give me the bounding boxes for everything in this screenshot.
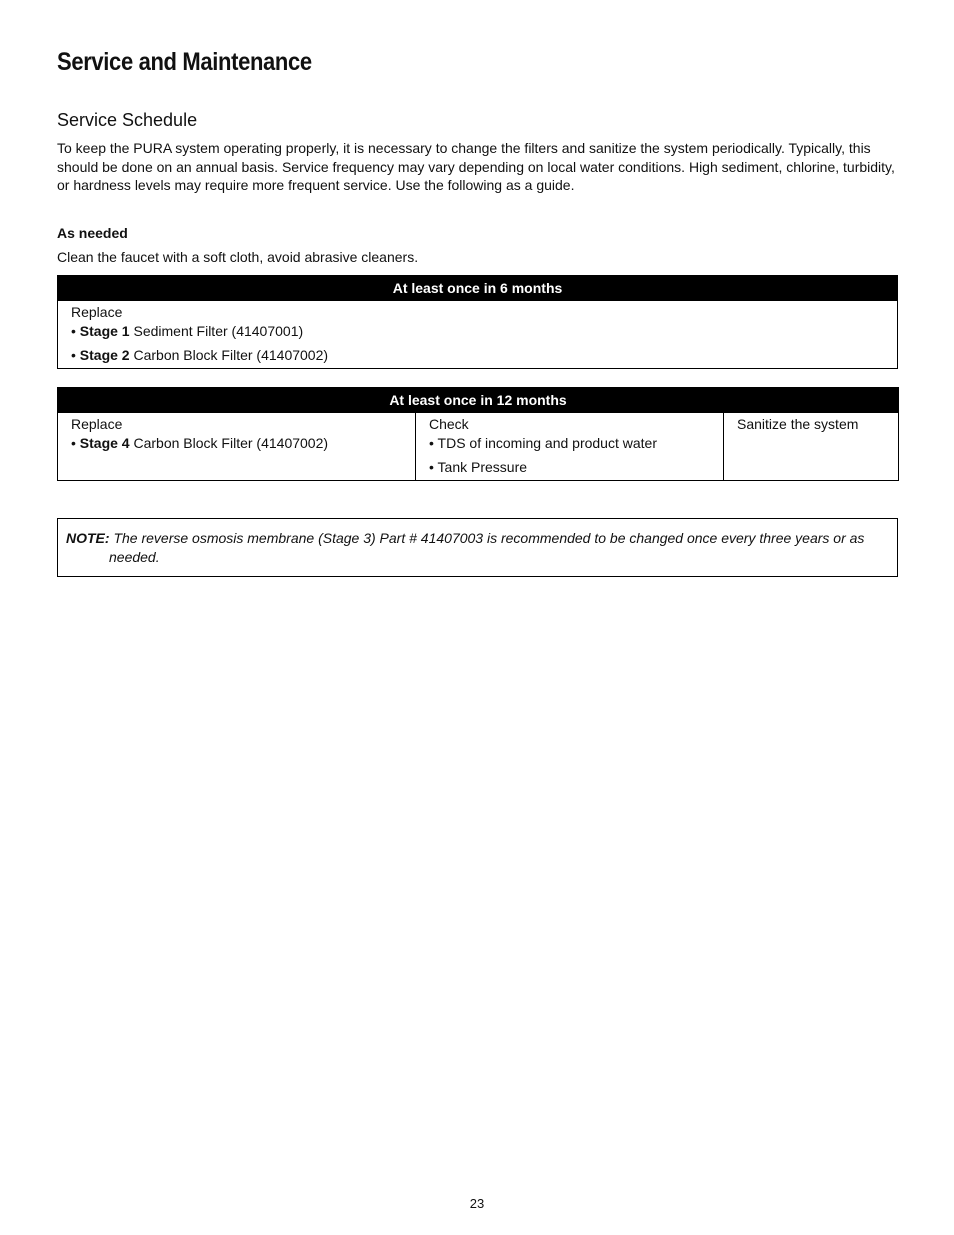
replace-label: Replace bbox=[71, 304, 123, 320]
section-heading-service-schedule: Service Schedule bbox=[57, 110, 198, 130]
sanitize-text: Sanitize the system bbox=[737, 416, 859, 432]
table-row bbox=[58, 413, 899, 481]
table-header-row bbox=[58, 276, 898, 301]
filter-text: Carbon Block Filter (41407002) bbox=[129, 435, 329, 451]
stage-label: Stage 4 bbox=[79, 435, 130, 451]
bullet: • bbox=[71, 435, 76, 451]
replace-label: Replace bbox=[71, 416, 123, 432]
as-needed-heading: As needed bbox=[57, 225, 128, 241]
note-box bbox=[57, 518, 898, 577]
twelve-month-check-cell bbox=[416, 413, 724, 481]
table-header-row bbox=[58, 388, 899, 413]
six-month-schedule-table bbox=[57, 275, 898, 369]
note-body: The reverse osmosis membrane (Stage 3) Part # 41407003 is recommended to be changed once every three years or as needed. bbox=[109, 530, 865, 565]
filter-text: Carbon Block Filter (41407002) bbox=[129, 347, 329, 363]
stage-label: Stage 2 bbox=[79, 347, 130, 363]
list-item bbox=[71, 346, 889, 365]
list-item: • TDS of incoming and product water bbox=[429, 435, 657, 451]
intro-paragraph: To keep the PURA system operating properly, it is necessary to change the filters and sanitize the system periodically. Typically, this should be done on an annual basis. Service frequency may vary depending on local water conditions. High sediment, chlorine, turbidity, or hardness levels may require more frequent service. Use the following as a guide. bbox=[57, 140, 895, 193]
six-month-replace-cell bbox=[58, 301, 898, 369]
six-month-header: At least once in 6 months bbox=[58, 276, 898, 301]
twelve-month-replace-cell bbox=[58, 413, 416, 481]
bullet: • bbox=[71, 347, 76, 363]
twelve-month-header: At least once in 12 months bbox=[58, 388, 899, 413]
check-label: Check bbox=[429, 416, 469, 432]
note-label: NOTE: bbox=[66, 530, 110, 546]
page-title: Service and Maintenance bbox=[57, 48, 312, 76]
list-item: • Tank Pressure bbox=[429, 459, 528, 475]
stage-label: Stage 1 bbox=[79, 323, 130, 339]
page-number: 23 bbox=[469, 1196, 485, 1211]
bullet: • bbox=[71, 323, 76, 339]
twelve-month-schedule-table bbox=[57, 387, 899, 481]
list-item bbox=[71, 322, 889, 341]
table-row bbox=[58, 301, 898, 369]
list-item bbox=[71, 434, 407, 453]
note-text bbox=[66, 529, 869, 567]
filter-text: Sediment Filter (41407001) bbox=[129, 323, 304, 339]
as-needed-text: Clean the faucet with a soft cloth, avoid abrasive cleaners. bbox=[57, 249, 419, 265]
twelve-month-sanitize-cell bbox=[724, 413, 899, 481]
